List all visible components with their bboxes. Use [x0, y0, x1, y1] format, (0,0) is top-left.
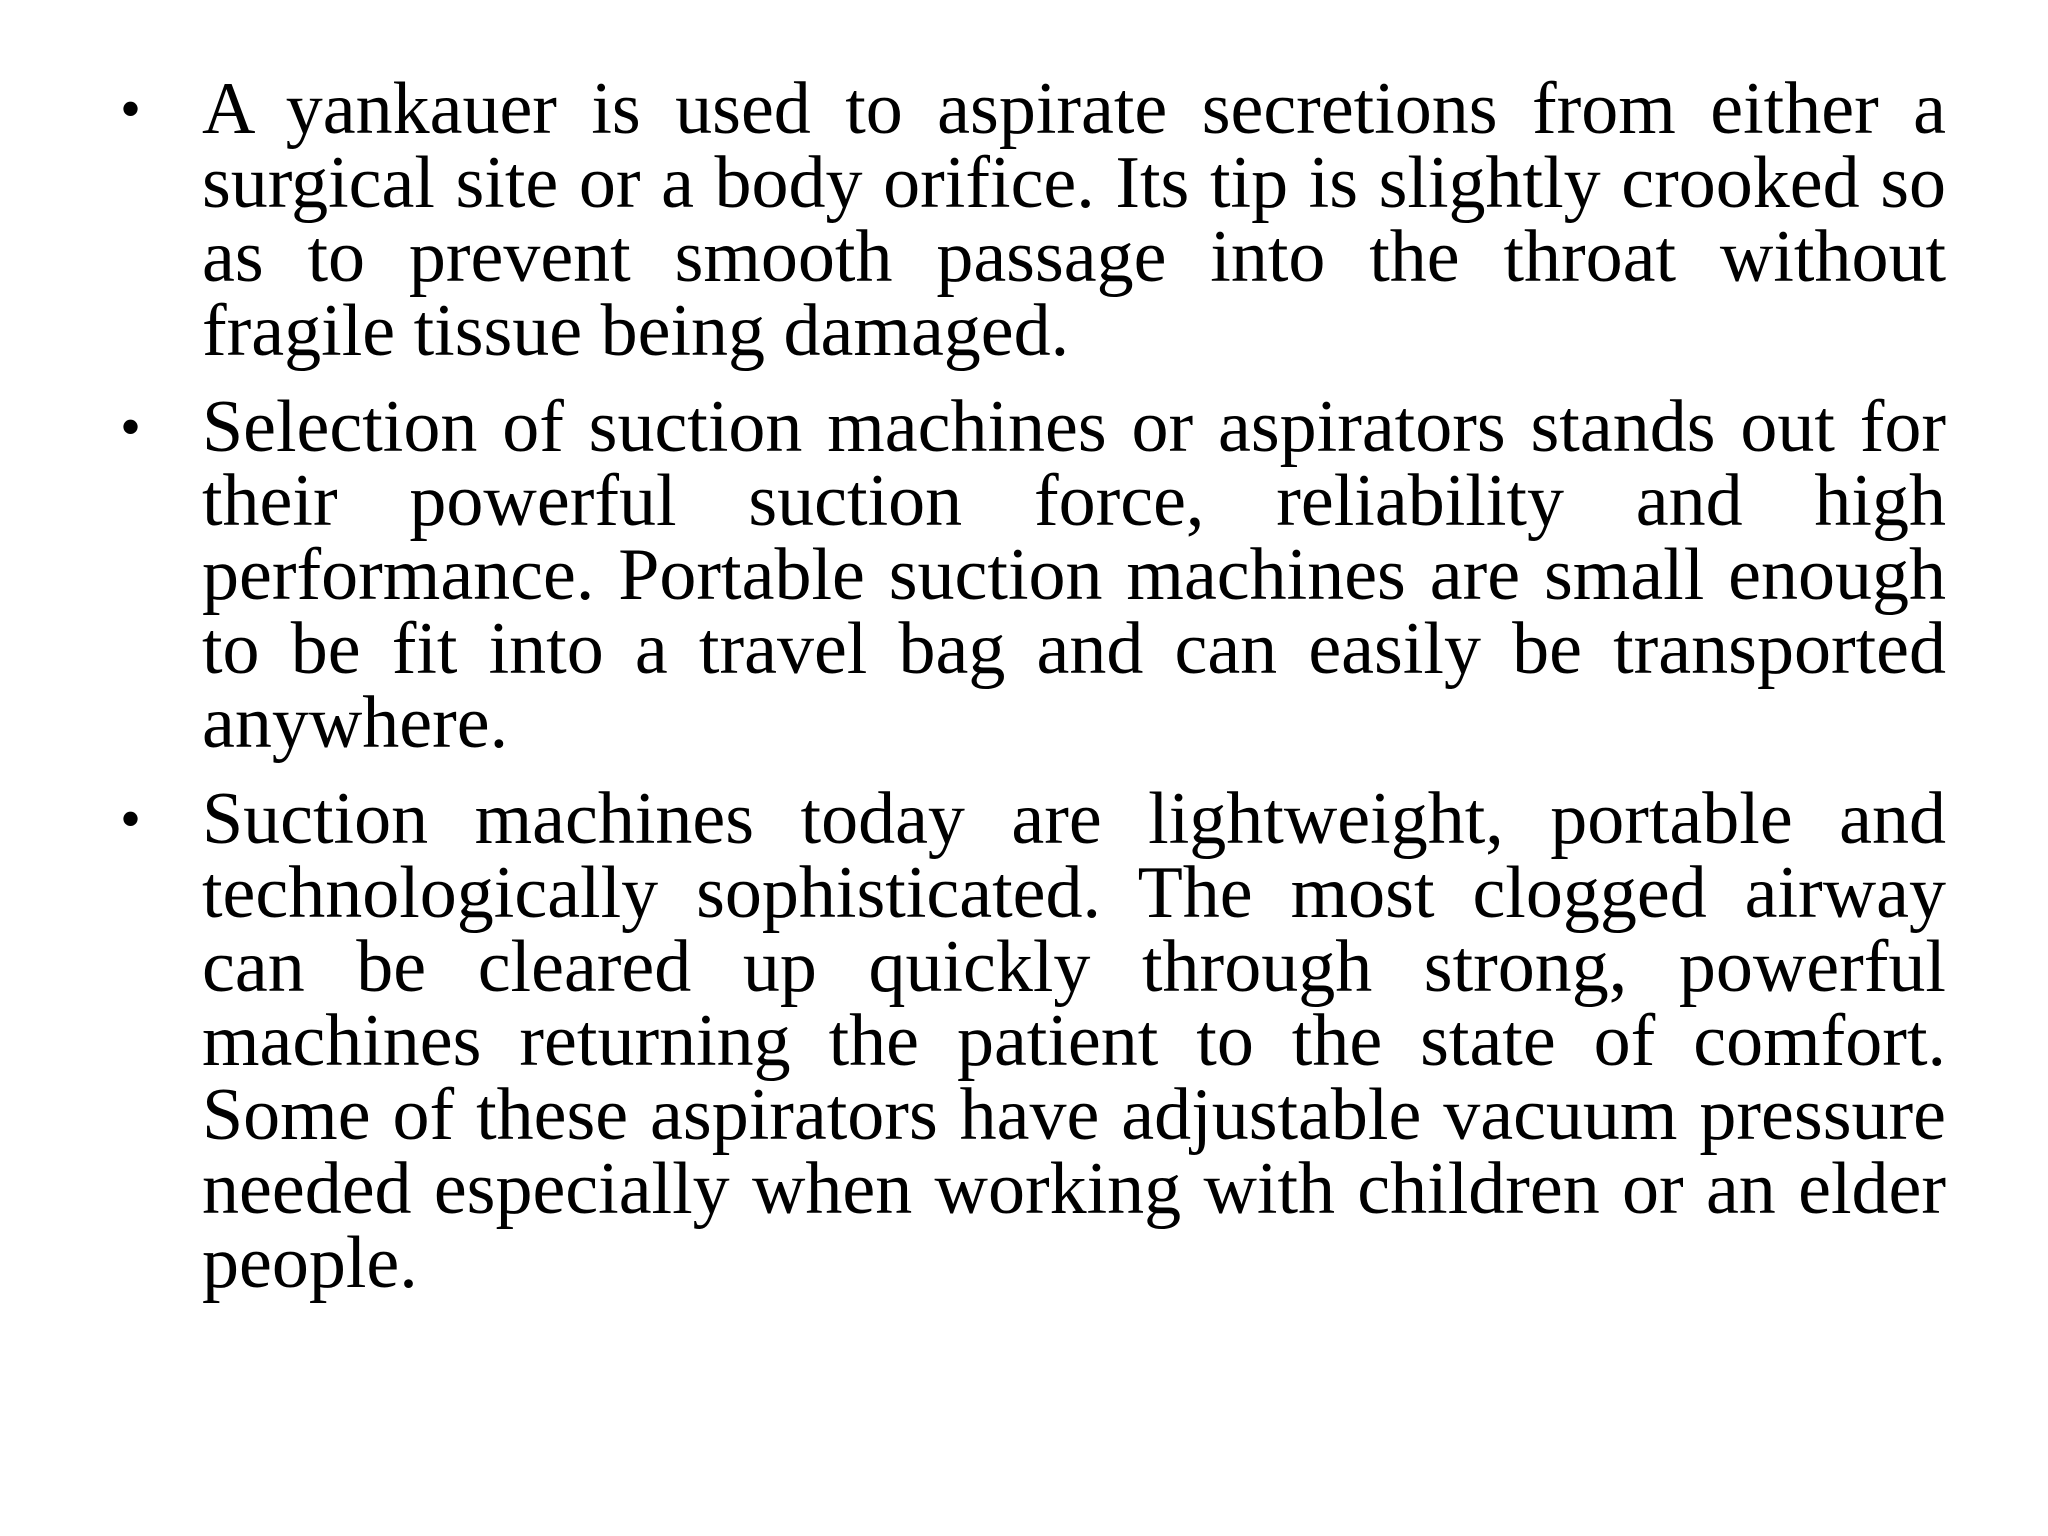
- bullet-icon: •: [120, 76, 142, 142]
- bullet-icon: •: [120, 786, 142, 852]
- bullet-text: Selection of suction machines or aspirators stands out for their powerful suction force, reliability and high performance. Portable suction machines are small enough to be fit into a travel bag and can easily be transported anywhere.: [202, 386, 1946, 764]
- bullet-item-suction-machines-today: [120, 778, 1946, 1304]
- bullet-list: [120, 68, 1946, 1322]
- bullet-icon: •: [120, 394, 142, 460]
- bullet-item-yankauer: [120, 68, 1946, 372]
- bullet-text: A yankauer is used to aspirate secretions from either a surgical site or a body orifice. Its tip is slightly crooked so as to prevent smooth passage into the throat without fragile tissue being damaged.: [202, 68, 1946, 372]
- bullet-text: Suction machines today are lightweight, portable and technologically sophisticated. The most clogged airway can be cleared up quickly through strong, powerful machines returning the patient to the state of comfort. Some of these aspirators have adjustable vacuum pressure needed especially when working with children or an elder people.: [202, 778, 1946, 1304]
- bullet-item-suction-machines-selection: [120, 386, 1946, 764]
